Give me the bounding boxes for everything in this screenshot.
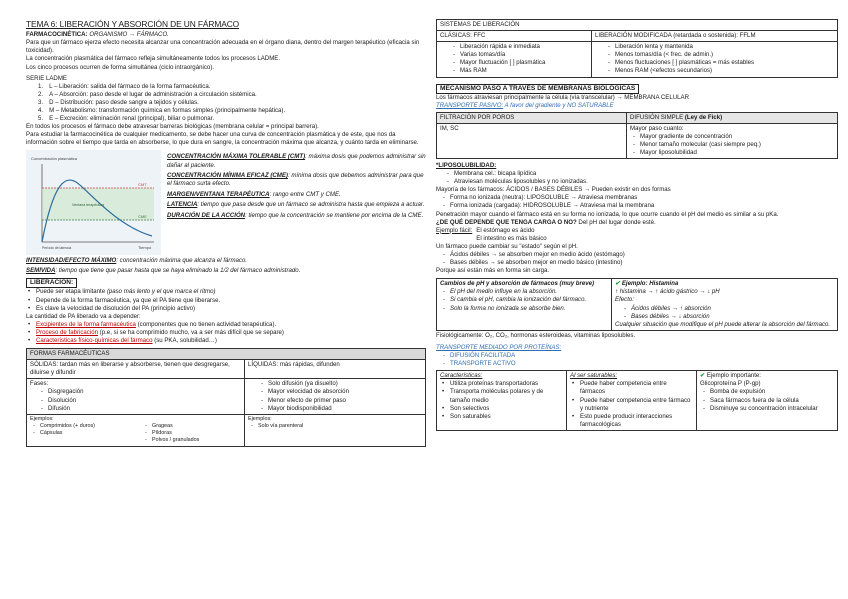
def-intensity [26,257,426,265]
list-item [26,297,426,305]
ph-head: Cambios de pH y absorción de fármacos (muy breve) [440,280,595,288]
def-duration [167,212,426,220]
def-text: : tiempo que tiene que pasar hasta que se haya eliminado la 1/2 del fármaco administrado. [55,266,301,274]
barriers-text: En todos los procesos el fármaco debe atravesar barreras biológicas (membrana celular = principal barrera). [26,123,319,131]
list-item: - Liberación lenta y mantenida [605,43,834,51]
list-item: - Mayor biodisponibilidad [258,405,422,413]
solid-examples [27,414,245,446]
cmt-tag: CMT [138,182,147,188]
def-term: CONCENTRACIÓN MÍNIMA EFICAZ (CME) [167,172,288,180]
list-item [38,91,426,99]
list-item: - Menor tamaño molecular (casi siempre peq.) [630,141,834,149]
list-item [26,288,426,296]
ladme-num: 3. [38,98,44,106]
liquid-cell [245,379,426,414]
example-label: Ejemplo fácil: [436,226,473,234]
phases-list [30,388,241,412]
list-item: • Son selectivos [440,405,563,413]
list-item: - Mayor fluctuación [ ] plasmática [450,59,588,67]
list-item: - Atraviesan moléculas liposolubles y no ionizadas. [444,178,838,186]
diffusion-lead: Mayor paso cuanto: [630,124,684,132]
list-item: • Puede haber competencia entre fármaco y nutriente [570,397,693,413]
ladme-title: SERIE LADME [26,74,67,82]
list-item: • Son saturables [440,413,563,421]
factor-note: (su PKA, solubilidad…) [152,337,217,344]
def-text: : rango entre CMT y CME. [269,190,341,198]
forms-table [26,348,426,446]
liquid-examples-list [248,423,422,430]
col-head-line [700,372,834,380]
filtration-body: IM, SC [437,123,627,158]
figure-xlabel: Tiempo [138,245,152,251]
list-item: - DIFUSIÓN FACILITADA [440,352,838,360]
ffm-head: LIBERACIÓN MODIFICADA (retardada o sostenida): FFLM [592,31,838,42]
def-text: : tiempo que la concentración se mantiene por encima de la CME. [245,212,424,220]
physio-text: Fisiológicamente: O₂, CO₂, hormonas esteroideas, vitaminas liposolubles. [436,331,636,339]
def-term: SEMIVIDA [26,266,56,274]
ladme-num: 2. [38,90,44,98]
ffc-list [440,43,588,75]
def-window [167,191,426,199]
liquid-list [248,380,422,412]
latency-tag: Período de latencia [42,246,72,251]
protein-col-2 [567,371,697,431]
col-list [440,380,563,420]
ph-example-head: Ejemplo: Histamina [621,280,679,288]
ph-list [440,288,608,312]
forms-title: FORMAS FARMACÉUTICAS [27,349,426,360]
col-list [570,380,693,429]
def-semivida [26,267,426,275]
ladme-text: D – Distribución: paso desde sangre a tejidos y células. [49,98,199,106]
list-item: - Menos tomas/día (< frec. de admin.) [605,51,834,59]
list-item: - Ácidos débiles → ↑ absorción [621,305,834,313]
list-item: - Menos fluctuaciones [ ] plasmáticas = más estables [605,59,834,67]
def-term: LATENCIA [167,201,198,209]
liberation-depends: La cantidad de PA liberado va a depender: [26,312,141,320]
examples-cols [30,423,241,445]
ph-left-cell [437,279,612,331]
figure-ylabel: Concentración plasmática [31,156,78,162]
list-item: - Varias tomas/día [450,51,588,59]
def-term: CONCENTRACIÓN MÁXIMA TOLERABLE (CMT) [167,153,306,161]
ffm-cell [592,42,838,77]
col-head: Ejemplo importante: [706,372,762,380]
state-list [436,251,838,267]
passive-line [436,102,838,110]
col-head: Características: [440,372,483,380]
examples-label: Ejemplos: [248,415,272,422]
lipo-title: *LIPOSOLUBILIDAD: [436,161,497,169]
list-item: - Solo difusión (ya disuelto) [258,380,422,388]
list-item: - Solo la forma no ionizada se absorbe bien. [440,305,608,313]
list-item: • Esto puede producir interacciones farmacológicas [570,413,693,429]
def-latency [167,201,426,209]
list-item: - Píldoras [142,430,199,437]
check-icon: ✔ [700,372,706,380]
list-item: - Saca fármacos fuera de la célula [700,397,834,405]
example-line: El intestino es más básico [476,234,547,242]
examples-a [30,423,130,445]
factor-term: Características físico-químicas del fármaco [36,337,153,344]
charge-answer: Del pH del lugar donde esté. [576,218,656,226]
ph-example-list [615,305,834,321]
ladme-text: A – Absorción: paso desde el lugar de administración a circulación sistémica. [49,90,257,98]
ladme-num: 4. [38,107,44,115]
diffusion-head-cell [627,112,838,123]
plasma-curve-figure [26,150,161,255]
factor-term: Proceso de fabricación [36,328,98,336]
ladme-num: 5. [38,115,44,123]
list-item: - Membrana cel.: bicapa lipídica [444,170,838,178]
list-item: • Utiliza proteínas transportadoras [440,380,563,388]
list-item [38,107,426,115]
passive-table [436,112,838,159]
curve-text: Para estudiar la farmacocinética de cualquier medicamento, se debe hacer una curva de concentración plasmática y de este, que nos da información sobre el tiempo que tarda en absorberse, lo que dura en sangre, la concentración máxima que alcanza, y cuánto tarda en eliminarse. [26,131,419,147]
pk-line [26,31,426,39]
lipo-list [436,170,838,186]
list-item: - Liberación rápida e inmediata [450,43,588,51]
item-text: Puede ser etapa limitante [36,288,107,296]
list-item: - Difusión [38,405,241,413]
state-text: Un fármaco puede cambiar su "estado" según el pH. [436,242,578,250]
protein-list [436,352,838,368]
def-cme [167,172,426,188]
factor-term: Excipientes de la forma farmacéutica [36,320,136,328]
list-item: - Mayor liposolubilidad [630,149,834,157]
list-item: - TRANSPORTE ACTIVO [440,360,838,368]
window-tag: Ventana terapéutica [72,203,104,208]
because-text: Porque así están más en forma sin carga. [436,267,550,275]
release-systems-table [436,19,838,78]
mechanism-title: MECANISMO PASO A TRAVÉS DE MEMBRANAS BIOLÓGICAS [436,84,639,95]
right-column [436,0,838,599]
factor-note: (p.e, si se ha comprimido mucho, va a ser más difícil que se separe) [98,328,284,336]
list-item [26,305,426,313]
def-text: : mínima dosis que debemos administrar para que el fármaco surta efecto. [167,172,424,188]
list-item: - Forma no ionizada (neutra): LIPOSOLUBLE → Atraviesa membranas [440,194,838,202]
charge-question: ¿DE QUÉ DEPENDE QUE TENGA CARGA O NO? [436,218,577,226]
ph-example-line: ↑ histamina → ↑ ácido gástrico → ↓ pH [615,288,720,296]
ladme-list [26,83,426,123]
list-item: - Más RAM [450,67,588,75]
list-item [26,329,426,337]
examples-label: Ejemplos: [30,415,54,422]
filtration-head: FILTRACIÓN POR POROS [437,112,627,123]
def-term: INTENSIDAD/EFECTO MÁXIMO [26,257,117,265]
item-text: Es clave la velocidad de disolución del PA (principio activo) [36,304,196,312]
page-title: TEMA 6: LIBERACIÓN Y ABSORCIÓN DE UN FÁRMACO [26,19,240,29]
diffusion-body [627,123,838,158]
ph-example-effect: Efecto: [615,296,634,304]
item-note: (paso más lento y el que marca el ritmo) [106,288,216,296]
list-item: - Menor efecto de primer paso [258,397,422,405]
ph-example-head-line [615,280,834,288]
col-sub: Glicoproteína P (P-gp) [700,380,761,388]
example-block [436,227,838,243]
def-text: : tiempo que pasa desde que un fármaco se administra hasta que empieza a actuar. [197,201,425,209]
list-item: - Menos RAM (<efectos secundarios) [605,67,834,75]
list-item: - El pH del medio influye en la absorción. [440,288,608,296]
list-item: • Puede haber competencia entre fármacos [570,380,693,396]
liberation-factors [26,321,426,345]
release-systems-title: SISTEMAS DE LIBERACIÓN [437,20,838,31]
liberation-list [26,288,426,312]
protein-title: TRANSPORTE MEDIADO POR PROTEÍNAS: [436,343,562,351]
protein-box [436,370,838,431]
diffusion-head-law: (Ley de Fick) [683,113,723,121]
diffusion-head: DIFUSIÓN SIMPLE [630,113,684,121]
protein-col-3 [697,371,838,431]
chart-row [26,150,426,255]
cme-tag: CME [138,214,147,220]
list-item: - Comprimidos (+ duros) [30,423,130,430]
def-term: DURACIÓN DE LA ACCIÓN [167,212,246,220]
check-icon: ✔ [615,280,621,288]
col-list [700,388,834,412]
lipo-weak: Mayoría de los fármacos: ÁCIDOS / BASES DÉBILES → Pueden existir en dos formas [436,186,671,194]
intro-3: Los cinco procesos ocurren de forma simultánea (ciclo intraorgánico). [26,63,214,71]
def-text: : máxima dosis que podemos administrar sin dañar al paciente. [167,153,426,169]
ph-box [436,278,838,331]
item-text: Depende de la forma farmacéutica, ya que el PA tiene que liberarse. [36,296,221,304]
list-item: - Si cambia el pH, cambia la ionización del fármaco. [440,296,608,304]
example-lines [476,227,546,243]
list-item [38,83,426,91]
list-item [26,321,426,329]
ladme-text: L – Liberación: salida del fármaco de la forma farmacéutica. [49,82,211,90]
intro-1: Para que un fármaco ejerza efecto necesita alcanzar una concentración adecuada en el órgano diana, dentro del margen terapéutico (eficacia sin toxicidad). [26,39,420,55]
lipo-forms [436,194,838,210]
list-item: - Disolución [38,397,241,405]
lipo-penetration: Penetración mayor cuando el fármaco está en su forma no ionizada, lo que ocurre cuando el pH del medio es similar a su pKa. [436,210,779,218]
list-item: - Mayor gradiente de concentración [630,133,834,141]
list-item: - Cápsulas [30,430,130,437]
charge-question-line [436,219,838,227]
solid-head: SÓLIDAS: tardan más en liberarse y absorberse, tienen que desgregarse, diluirse y difundir [27,360,245,379]
list-item [38,115,426,123]
ffc-cell [437,42,592,77]
intro-2: La concentración plasmática del fármaco refleja simultáneamente todos los procesos LADME. [26,55,281,63]
examples-b [142,423,199,445]
list-item: - Forma ionizada (cargada): HIDROSOLUBLE → Atraviesa mal la membrana [440,202,838,210]
pk-def: ORGANISMO → FÁRMACO. [87,31,169,39]
list-item: - Bomba de expulsión [700,388,834,396]
diffusion-list [630,133,834,157]
liberation-title: LIBERACIÓN: [26,278,77,289]
def-cmt [167,153,426,169]
pk-label: FARMACOCINÉTICA: [26,31,88,39]
list-item [38,99,426,107]
list-item: - Ácidos débiles → se absorben mejor en medio ácido (estómago) [440,251,838,259]
list-item: - Disminuye su concentración intracelular [700,405,834,413]
ffm-list [595,43,834,75]
def-term: MARGEN/VENTANA TERAPÉUTICA [167,190,270,198]
ladme-text: E – Excreción: eliminación renal (principal), biliar o pulmonar. [49,115,215,123]
ffc-head: CLÁSICAS: FFC [437,31,592,42]
phases-label: Fases: [30,380,49,388]
col-head: Al ser saturables: [570,372,618,380]
list-item: - Bases débiles → ↓ absorción [621,313,834,321]
list-item: - Mayor velocidad de absorción [258,388,422,396]
ph-example-tail: Cualquier situación que modifique el pH puede alterar la absorción del fármaco. [615,320,831,328]
mechanism-intro: Los fármacos atraviesan principalmente la célula (vía transcelular) → MEMBRANA CELULAR [436,94,689,102]
factor-note: (componentes que no tienen actividad terapéutica). [135,320,277,328]
phases-cell [27,379,245,414]
list-item [26,337,426,345]
list-item: - Disgregación [38,388,241,396]
list-item: • Transporta moléculas polares y de tamaño medio [440,388,563,404]
ladme-num: 1. [38,82,44,90]
list-item: - Grageas [142,423,199,430]
list-item: - Polvos / granulados [142,437,199,444]
ladme-text: M – Metabolismo: transformación química en formas simples (principalmente hepática). [49,107,286,115]
list-item: - Solo vía parenteral [248,423,422,430]
example-line: El estómago es ácido [476,226,535,234]
definitions-list [167,150,426,255]
def-text: : concentración máxima que alcanza el fármaco. [116,257,248,265]
passive-title: TRANSPORTE PASIVO: [436,102,504,110]
passive-sub: A favor del gradiente y NO SATURABLE [503,102,614,110]
liquid-examples [245,414,426,446]
protein-col-1 [437,371,567,431]
left-column [26,0,426,599]
ph-right-cell [612,279,838,331]
liquid-head: LÍQUIDAS: más rápidas, difunden [245,360,426,379]
list-item: - Bases débiles → se absorben mejor en medio básico (intestino) [440,259,838,267]
